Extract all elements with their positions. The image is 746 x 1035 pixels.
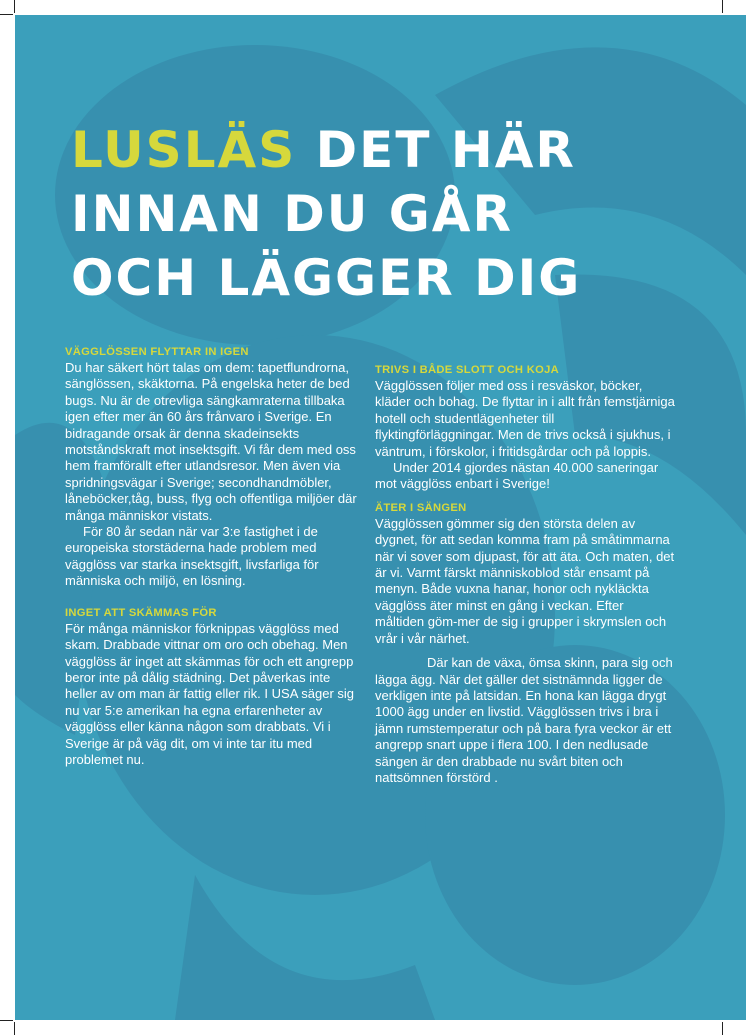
body-paragraph: Under 2014 gjordes nästan 40.000 saneringar mot vägglöss enbart i Sverige!: [375, 460, 659, 492]
body-paragraph: Vägglössen följer med oss i resväskor, böcker, kläder och bohag. De flyttar in i allt från femstjärniga hotell och studentlägenheter till flyktingförläggningar. Men de trivs också i sjukhus, i väntrum, i förskolor, i fritidsgårdar och på loppis.: [375, 378, 675, 459]
headline-line3: OCH LÄGGER DIG: [71, 249, 582, 307]
crop-mark: [722, 0, 723, 13]
spacer: [375, 647, 675, 655]
body-paragraph: Du har säkert hört talas om dem: tapetflundrorna, sänglössen, skäktorna. På engelska heter de bed bugs. Nu är de otrevliga sängkamraterna tillbaka igen efter mer än 60 års frånvaro i Sverige. En bidragande orsak är denna skadeinsekts motståndskraft mot insektsgift. Vi får dem med oss hem framförallt efter utlandsresor. Men även via spridningsvägar i Sverige; secondhandmöbler, låneböcker,tåg, buss, flyg och offentliga miljöer där många människor vistats.: [65, 360, 357, 523]
headline-accent-word: LUSLÄS: [71, 121, 297, 179]
section-heading: VÄGGLÖSSEN FLYTTAR IN IGEN: [65, 346, 249, 358]
right-column: [375, 363, 675, 786]
crop-mark: [0, 1020, 13, 1021]
spacer: [375, 493, 675, 501]
headline-line2: INNAN DU GÅR: [71, 185, 513, 243]
crop-mark: [14, 1022, 15, 1035]
left-column: [65, 345, 357, 768]
crop-mark: [0, 14, 13, 15]
body-paragraph: För 80 år sedan när var 3:e fastighet i de europeiska storstäderna hade problem med vägglöss var starka insektsgift, livsfarliga för människa och miljö, en lösning.: [65, 524, 319, 589]
section-heading: ÄTER I SÄNGEN: [375, 501, 467, 514]
crop-mark: [722, 1022, 723, 1035]
headline-line1-rest: DET HÄR: [296, 121, 576, 179]
headline: [71, 118, 581, 310]
section-heading: INGET ATT SKÄMMAS FÖR: [65, 606, 217, 619]
section-heading: TRIVS I BÅDE SLOTT OCH KOJA: [375, 364, 560, 376]
body-paragraph: För många människor förknippas vägglöss med skam. Drabbade vittnar om oro och obehag. Men vägglöss är inget att skämmas för och ett angrepp beror inte på dålig städning. Det påverkas inte heller av om man är fattig eller rik. I USA säger sig nu var 5:e amerikan ha egna erfarenheter av vägglöss eller känna någon som drabbats. Vi i Sverige är på väg dit, om vi inte tar itu med problemet nu.: [65, 620, 355, 767]
body-paragraph: Vägglössen gömmer sig den största delen av dygnet, för att sedan komma fram på småtimmarna när vi sover som djupast, för att äta. Och maten, det är vi. Varmt färskt människoblod står ensamt på menyn. Både vuxna hanar, honor och nykläckta vägglöss äter minst en gång i veckan. Efter måltiden göm-mer de sig i grupper i skrymslen och vrår i vår närhet.: [375, 515, 675, 646]
body-paragraph: Där kan de växa, ömsa skinn, para sig och lägga ägg. När det gäller det sistnämnda ligger de verkligen inte på latsidan. En hona kan lägga drygt 1000 ägg under en livstid. Vägglössen trivs i bra i jämn rumstemperatur och på bara fyra veckor är ett angrepp snart uppe i flera 100. I den nedlusade sängen är den drabbade nu svårt biten och nattsömnen förstörd .: [375, 655, 673, 785]
spacer: [65, 590, 357, 606]
crop-mark: [14, 0, 15, 13]
